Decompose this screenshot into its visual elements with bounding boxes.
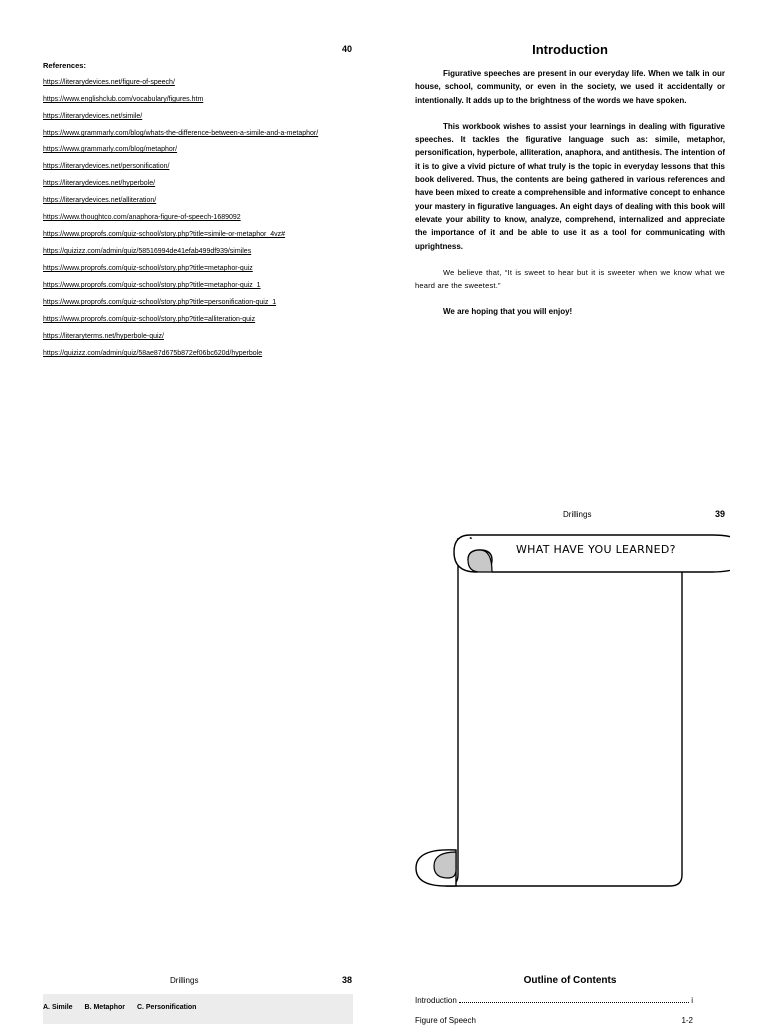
page-header-drillings: Drillings [563,510,592,519]
page-number-38: 38 [342,975,353,985]
option-b: B. Metaphor [84,1004,125,1011]
intro-quote-paragraph: We believe that, “It is sweet to hear but it is sweeter when we know what we heard are the sweetest.” [415,267,725,291]
toc-page: 1-2 [681,1016,693,1025]
reference-link[interactable]: https://www.proprofs.com/quiz-school/story.php?title=personification-quiz_1 [43,299,277,306]
reference-link[interactable]: https://literaryterms.net/hyperbole-quiz/ [43,333,164,340]
reference-link[interactable]: https://literarydevices.net/hyperbole/ [43,180,156,187]
page-number-40: 40 [342,44,353,54]
reference-link[interactable]: https://www.proprofs.com/quiz-school/story.php?title=metaphor-quiz_1 [43,282,261,289]
reference-link[interactable]: https://literarydevices.net/simile/ [43,113,143,120]
reference-link[interactable]: https://www.grammarly.com/blog/whats-the-difference-between-a-simile-and-a-metaphor/ [43,130,319,137]
intro-paragraph: Figurative speeches are present in our everyday life. When we talk in our house, school, community, or even in the society, we used it accidentally or intentionally. It adds up to the brightness of the words we have spoken. [415,69,725,105]
reference-link[interactable]: https://literarydevices.net/alliteration/ [43,197,157,204]
reference-link[interactable]: https://www.englishclub.com/vocabulary/figures.htm [43,96,204,103]
scroll-title: WHAT HAVE YOU LEARNED? [516,543,676,556]
reference-link[interactable]: https://www.grammarly.com/blog/metaphor/ [43,146,178,153]
toc-label: Introduction [415,996,457,1005]
toc-row [415,996,693,1005]
scroll-body [446,538,712,886]
scroll-frame [410,530,730,892]
option-a: A. Simile [43,1004,73,1011]
option-c: C. Personification [136,1004,197,1011]
page-header-drillings: Drillings [170,976,199,985]
reference-link[interactable]: https://literarydevices.net/figure-of-speech/ [43,79,175,86]
toc-label: Figure of Speech [415,1016,476,1025]
toc-leader [478,1017,680,1023]
reference-link[interactable]: https://quizizz.com/admin/quiz/58ae87d675b872ef06bc620d/hyperbole [43,350,263,357]
page-number-39: 39 [715,509,726,519]
reference-link[interactable]: https://www.proprofs.com/quiz-school/story.php?title=simile-or-metaphor_4vz# [43,231,286,238]
reference-link[interactable]: https://www.thoughtco.com/anaphora-figure-of-speech-1689092 [43,214,241,221]
reference-link[interactable]: https://www.proprofs.com/quiz-school/story.php?title=metaphor-quiz [43,265,253,272]
reference-link[interactable]: https://literarydevices.net/personification/ [43,163,170,170]
intro-paragraph: We are hoping that you will enjoy! [443,307,573,317]
toc-leader [459,996,689,1003]
answer-options [43,1004,206,1011]
introduction-body [415,67,725,332]
toc-page: i [691,996,693,1005]
references-list [43,79,343,367]
intro-paragraph: This workbook wishes to assist your learnings in dealing with figurative speeches. It tackles the figurative language such as: simile, metaphor, personification, hyperbole, alliteration, anaphora, and antithesis. The intention of it is to give a vivid picture of what truly is the topic in everyday lessons that this book delivered. Thus, the contents are being gathered in various references and have been mixed to create a comprehensible and informative concept to enhance your mastery in figurative languages. An eight days of dealing with this book will elevate your ability to know, analyze, comprehend, internalized and appreciate the importance of it and be able to use it as a tool for communicating with uprightness. [415,121,725,251]
introduction-title: Introduction [532,42,608,57]
reference-link[interactable]: https://quizizz.com/admin/quiz/58516994de41efab499df939/similes [43,248,252,255]
references-title: References: [43,61,86,70]
outline-title: Outline of Contents [523,975,617,986]
reference-link[interactable]: https://www.proprofs.com/quiz-school/story.php?title=alliteration-quiz [43,316,256,323]
